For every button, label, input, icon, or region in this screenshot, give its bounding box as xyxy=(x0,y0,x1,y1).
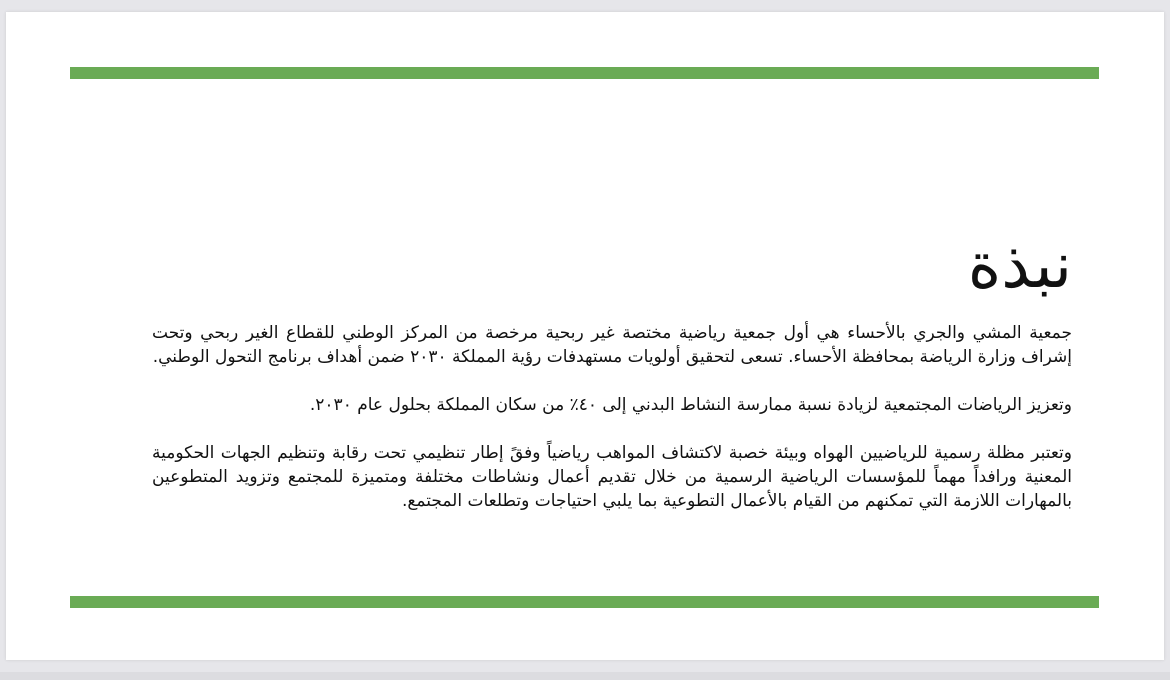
intro-paragraph: جمعية المشي والجري بالأحساء هي أول جمعية رياضية مختصة غير ربحية مرخصة من المركز الوطني للقطاع الغير ربحي وتحت إشراف وزارة الرياضة بمحافظة الأحساء. تسعى لتحقيق أولويات مستهدفات رؤية المملكة ٢٠٣٠ ضمن أهداف برنامج التحول الوطني. xyxy=(152,323,1072,367)
goal-paragraph: وتعزيز الرياضات المجتمعية لزيادة نسبة ممارسة النشاط البدني إلى ٤٠٪ من سكان المملكة بحلول عام ٢٠٣٠. xyxy=(309,395,1072,415)
next-slide-edge xyxy=(0,672,1170,680)
top-accent-bar xyxy=(70,67,1099,79)
slide-body xyxy=(152,321,1072,513)
bottom-accent-bar xyxy=(70,596,1099,608)
slide xyxy=(6,12,1164,660)
role-paragraph: وتعتبر مظلة رسمية للرياضيين الهواه وبيئة خصبة لاكتشاف المواهب رياضياً وفقً إطار تنظيمي تحت رقابة وتنظيم الجهات الحكومية المعنية ورافداً مهماً للمؤسسات الرياضية الرسمية من خلال تقديم أعمال ونشاطات مختلفة ومتميزة للمجتمع وتزويد المتطوعين بالمهارات اللازمة التي تمكنهم من القيام بالأعمال التطوعية بما يلبي احتياجات وتطلعات المجتمع. xyxy=(152,443,1072,511)
slide-title: نبذة xyxy=(967,229,1072,303)
